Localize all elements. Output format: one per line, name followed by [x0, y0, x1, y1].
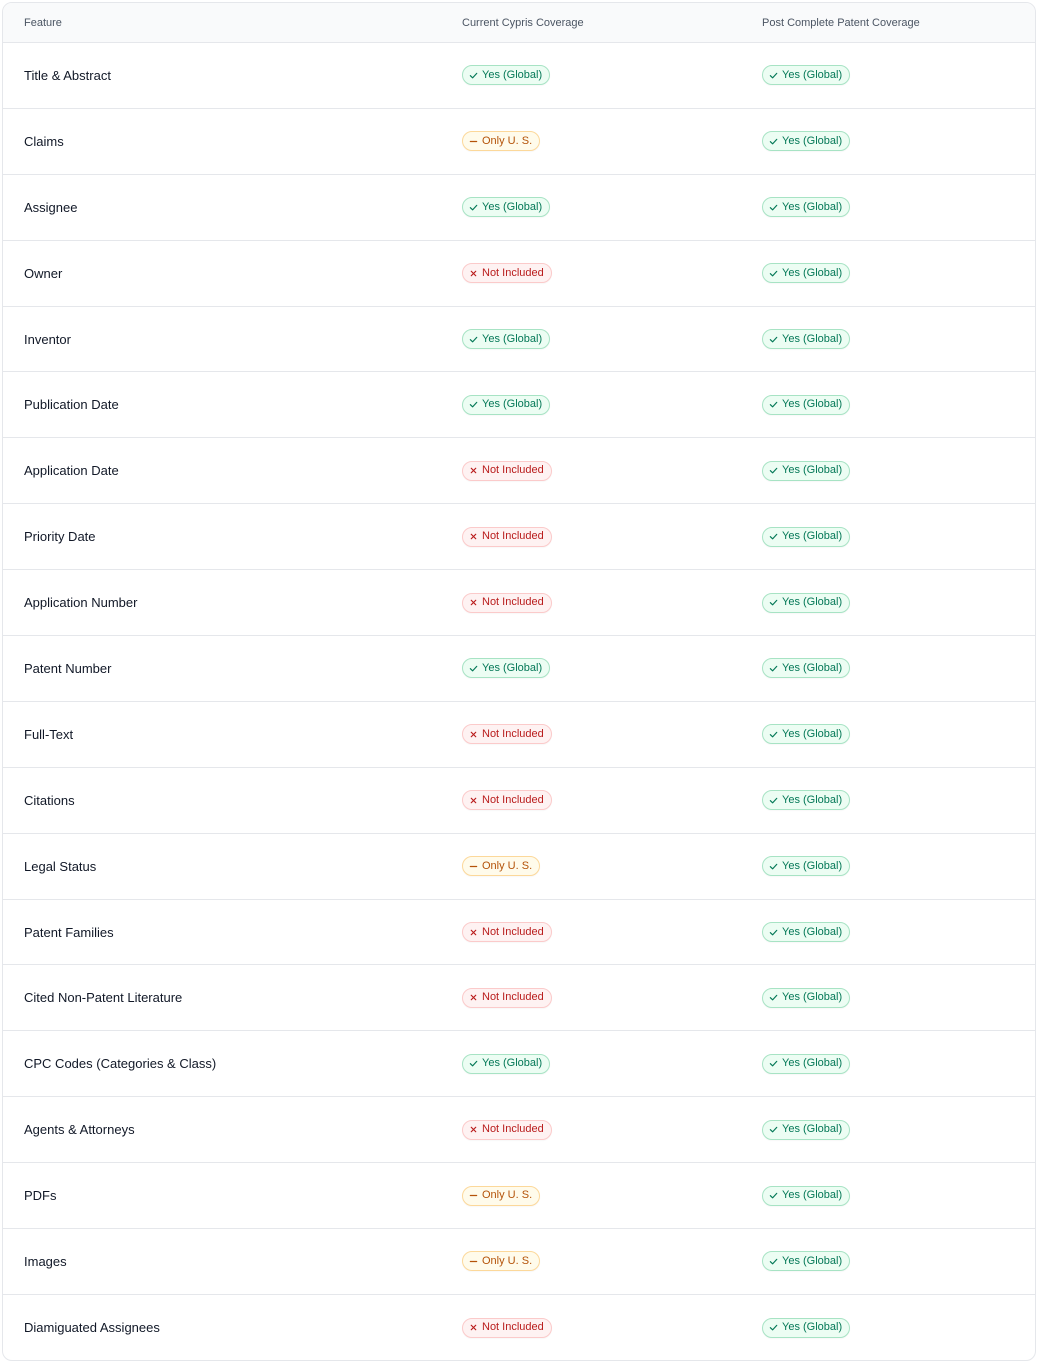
feature-name: Assignee — [24, 199, 78, 215]
dash-icon — [469, 137, 478, 146]
post-coverage-badge — [762, 527, 850, 547]
check-icon — [769, 466, 778, 475]
status-label: Yes (Global) — [782, 727, 843, 740]
check-icon — [769, 400, 778, 409]
x-icon — [469, 730, 478, 739]
check-icon — [769, 335, 778, 344]
x-icon — [469, 1323, 478, 1332]
status-label: Not Included — [482, 793, 544, 806]
status-label: Yes (Global) — [782, 1057, 843, 1070]
post-coverage-badge — [762, 1318, 850, 1338]
current-coverage-badge — [462, 1120, 552, 1140]
current-coverage-badge — [462, 65, 550, 85]
check-icon — [769, 71, 778, 80]
status-label: Only U. S. — [482, 859, 533, 872]
table-row — [3, 504, 1035, 570]
feature-name: Inventor — [24, 331, 71, 347]
x-icon — [469, 796, 478, 805]
current-coverage-badge — [462, 395, 550, 415]
feature-name: Cited Non-Patent Literature — [24, 990, 183, 1006]
status-label: Yes (Global) — [782, 1123, 843, 1136]
check-icon — [769, 862, 778, 871]
post-coverage-badge — [762, 988, 850, 1008]
post-coverage-badge — [762, 1120, 850, 1140]
feature-name: CPC Codes (Categories & Class) — [24, 1056, 217, 1072]
table-row — [3, 1097, 1035, 1163]
header-feature: Feature — [24, 16, 62, 29]
current-coverage-badge — [462, 988, 552, 1008]
table-row — [3, 1295, 1035, 1361]
post-coverage-badge — [762, 790, 850, 810]
table-row — [3, 570, 1035, 636]
post-coverage-badge — [762, 131, 850, 151]
status-label: Yes (Global) — [782, 332, 843, 345]
post-coverage-badge — [762, 1251, 850, 1271]
status-label: Only U. S. — [482, 134, 533, 147]
current-coverage-badge — [462, 263, 552, 283]
post-coverage-badge — [762, 658, 850, 678]
current-coverage-badge — [462, 461, 552, 481]
check-icon — [769, 1059, 778, 1068]
table-row — [3, 438, 1035, 504]
status-label: Not Included — [482, 530, 544, 543]
post-coverage-badge — [762, 263, 850, 283]
status-label: Yes (Global) — [782, 661, 843, 674]
feature-name: Claims — [24, 133, 64, 149]
x-icon — [469, 928, 478, 937]
table-row — [3, 175, 1035, 241]
current-coverage-badge — [462, 1318, 552, 1338]
feature-name: Application Date — [24, 463, 119, 479]
status-label: Only U. S. — [482, 1254, 533, 1267]
feature-name: Full-Text — [24, 726, 74, 742]
status-label: Yes (Global) — [782, 200, 843, 213]
feature-name: Legal Status — [24, 858, 97, 874]
check-icon — [769, 1125, 778, 1134]
check-icon — [769, 532, 778, 541]
table-row — [3, 834, 1035, 900]
status-label: Yes (Global) — [782, 1321, 843, 1334]
table-row — [3, 1229, 1035, 1295]
check-icon — [769, 1323, 778, 1332]
status-label: Not Included — [482, 1321, 544, 1334]
status-label: Yes (Global) — [782, 530, 843, 543]
coverage-table — [2, 2, 1036, 1361]
current-coverage-badge — [462, 790, 552, 810]
current-coverage-badge — [462, 856, 540, 876]
check-icon — [769, 203, 778, 212]
check-icon — [769, 137, 778, 146]
feature-name: Patent Number — [24, 660, 112, 676]
current-coverage-badge — [462, 1186, 540, 1206]
current-coverage-badge — [462, 197, 550, 217]
dash-icon — [469, 1191, 478, 1200]
check-icon — [769, 730, 778, 739]
post-coverage-badge — [762, 593, 850, 613]
check-icon — [769, 928, 778, 937]
x-icon — [469, 269, 478, 278]
status-label: Yes (Global) — [782, 596, 843, 609]
feature-name: Priority Date — [24, 529, 96, 545]
header-current-coverage: Current Cypris Coverage — [462, 16, 584, 29]
status-label: Only U. S. — [482, 1189, 533, 1202]
feature-name: Agents & Attorneys — [24, 1122, 135, 1138]
status-label: Yes (Global) — [482, 332, 543, 345]
x-icon — [469, 532, 478, 541]
feature-name: Images — [24, 1253, 67, 1269]
post-coverage-badge — [762, 197, 850, 217]
post-coverage-badge — [762, 1186, 850, 1206]
status-label: Yes (Global) — [782, 1189, 843, 1202]
current-coverage-badge — [462, 329, 550, 349]
dash-icon — [469, 1257, 478, 1266]
status-label: Yes (Global) — [782, 1254, 843, 1267]
status-label: Yes (Global) — [782, 68, 843, 81]
table-row — [3, 372, 1035, 438]
check-icon — [769, 598, 778, 607]
status-label: Yes (Global) — [782, 991, 843, 1004]
feature-name: Publication Date — [24, 397, 119, 413]
check-icon — [469, 1059, 478, 1068]
table-row — [3, 109, 1035, 175]
status-label: Yes (Global) — [482, 1057, 543, 1070]
table-row — [3, 1163, 1035, 1229]
post-coverage-badge — [762, 1054, 850, 1074]
header-post-coverage: Post Complete Patent Coverage — [762, 16, 920, 29]
check-icon — [769, 269, 778, 278]
current-coverage-badge — [462, 1054, 550, 1074]
check-icon — [769, 993, 778, 1002]
check-icon — [769, 796, 778, 805]
check-icon — [469, 335, 478, 344]
status-label: Yes (Global) — [482, 398, 543, 411]
status-label: Yes (Global) — [782, 859, 843, 872]
post-coverage-badge — [762, 329, 850, 349]
table-row — [3, 965, 1035, 1031]
post-coverage-badge — [762, 922, 850, 942]
x-icon — [469, 466, 478, 475]
status-label: Yes (Global) — [782, 134, 843, 147]
current-coverage-badge — [462, 131, 540, 151]
status-label: Yes (Global) — [782, 266, 843, 279]
feature-name: PDFs — [24, 1188, 57, 1204]
check-icon — [469, 203, 478, 212]
table-row — [3, 768, 1035, 834]
status-label: Not Included — [482, 925, 544, 938]
current-coverage-badge — [462, 593, 552, 613]
check-icon — [769, 1191, 778, 1200]
current-coverage-badge — [462, 724, 552, 744]
status-label: Not Included — [482, 266, 544, 279]
table-row — [3, 43, 1035, 109]
x-icon — [469, 993, 478, 1002]
feature-name: Patent Families — [24, 924, 114, 940]
table-header — [3, 3, 1035, 43]
x-icon — [469, 598, 478, 607]
status-label: Yes (Global) — [782, 925, 843, 938]
status-label: Not Included — [482, 464, 544, 477]
status-label: Not Included — [482, 1123, 544, 1136]
table-row — [3, 1031, 1035, 1097]
status-label: Yes (Global) — [482, 200, 543, 213]
table-row — [3, 636, 1035, 702]
feature-name: Owner — [24, 265, 63, 281]
status-label: Not Included — [482, 727, 544, 740]
table-row — [3, 900, 1035, 966]
current-coverage-badge — [462, 1251, 540, 1271]
status-label: Yes (Global) — [482, 661, 543, 674]
check-icon — [469, 400, 478, 409]
current-coverage-badge — [462, 527, 552, 547]
post-coverage-badge — [762, 65, 850, 85]
post-coverage-badge — [762, 856, 850, 876]
x-icon — [469, 1125, 478, 1134]
status-label: Not Included — [482, 991, 544, 1004]
current-coverage-badge — [462, 658, 550, 678]
feature-name: Citations — [24, 792, 75, 808]
status-label: Not Included — [482, 596, 544, 609]
table-row — [3, 241, 1035, 307]
post-coverage-badge — [762, 724, 850, 744]
check-icon — [469, 664, 478, 673]
feature-name: Application Number — [24, 595, 138, 611]
feature-name: Title & Abstract — [24, 67, 111, 83]
post-coverage-badge — [762, 461, 850, 481]
status-label: Yes (Global) — [782, 398, 843, 411]
current-coverage-badge — [462, 922, 552, 942]
status-label: Yes (Global) — [482, 68, 543, 81]
feature-name: Diamiguated Assignees — [24, 1320, 160, 1336]
status-label: Yes (Global) — [782, 464, 843, 477]
check-icon — [469, 71, 478, 80]
dash-icon — [469, 862, 478, 871]
status-label: Yes (Global) — [782, 793, 843, 806]
check-icon — [769, 1257, 778, 1266]
table-body — [3, 43, 1035, 1361]
check-icon — [769, 664, 778, 673]
post-coverage-badge — [762, 395, 850, 415]
table-row — [3, 307, 1035, 373]
table-row — [3, 702, 1035, 768]
